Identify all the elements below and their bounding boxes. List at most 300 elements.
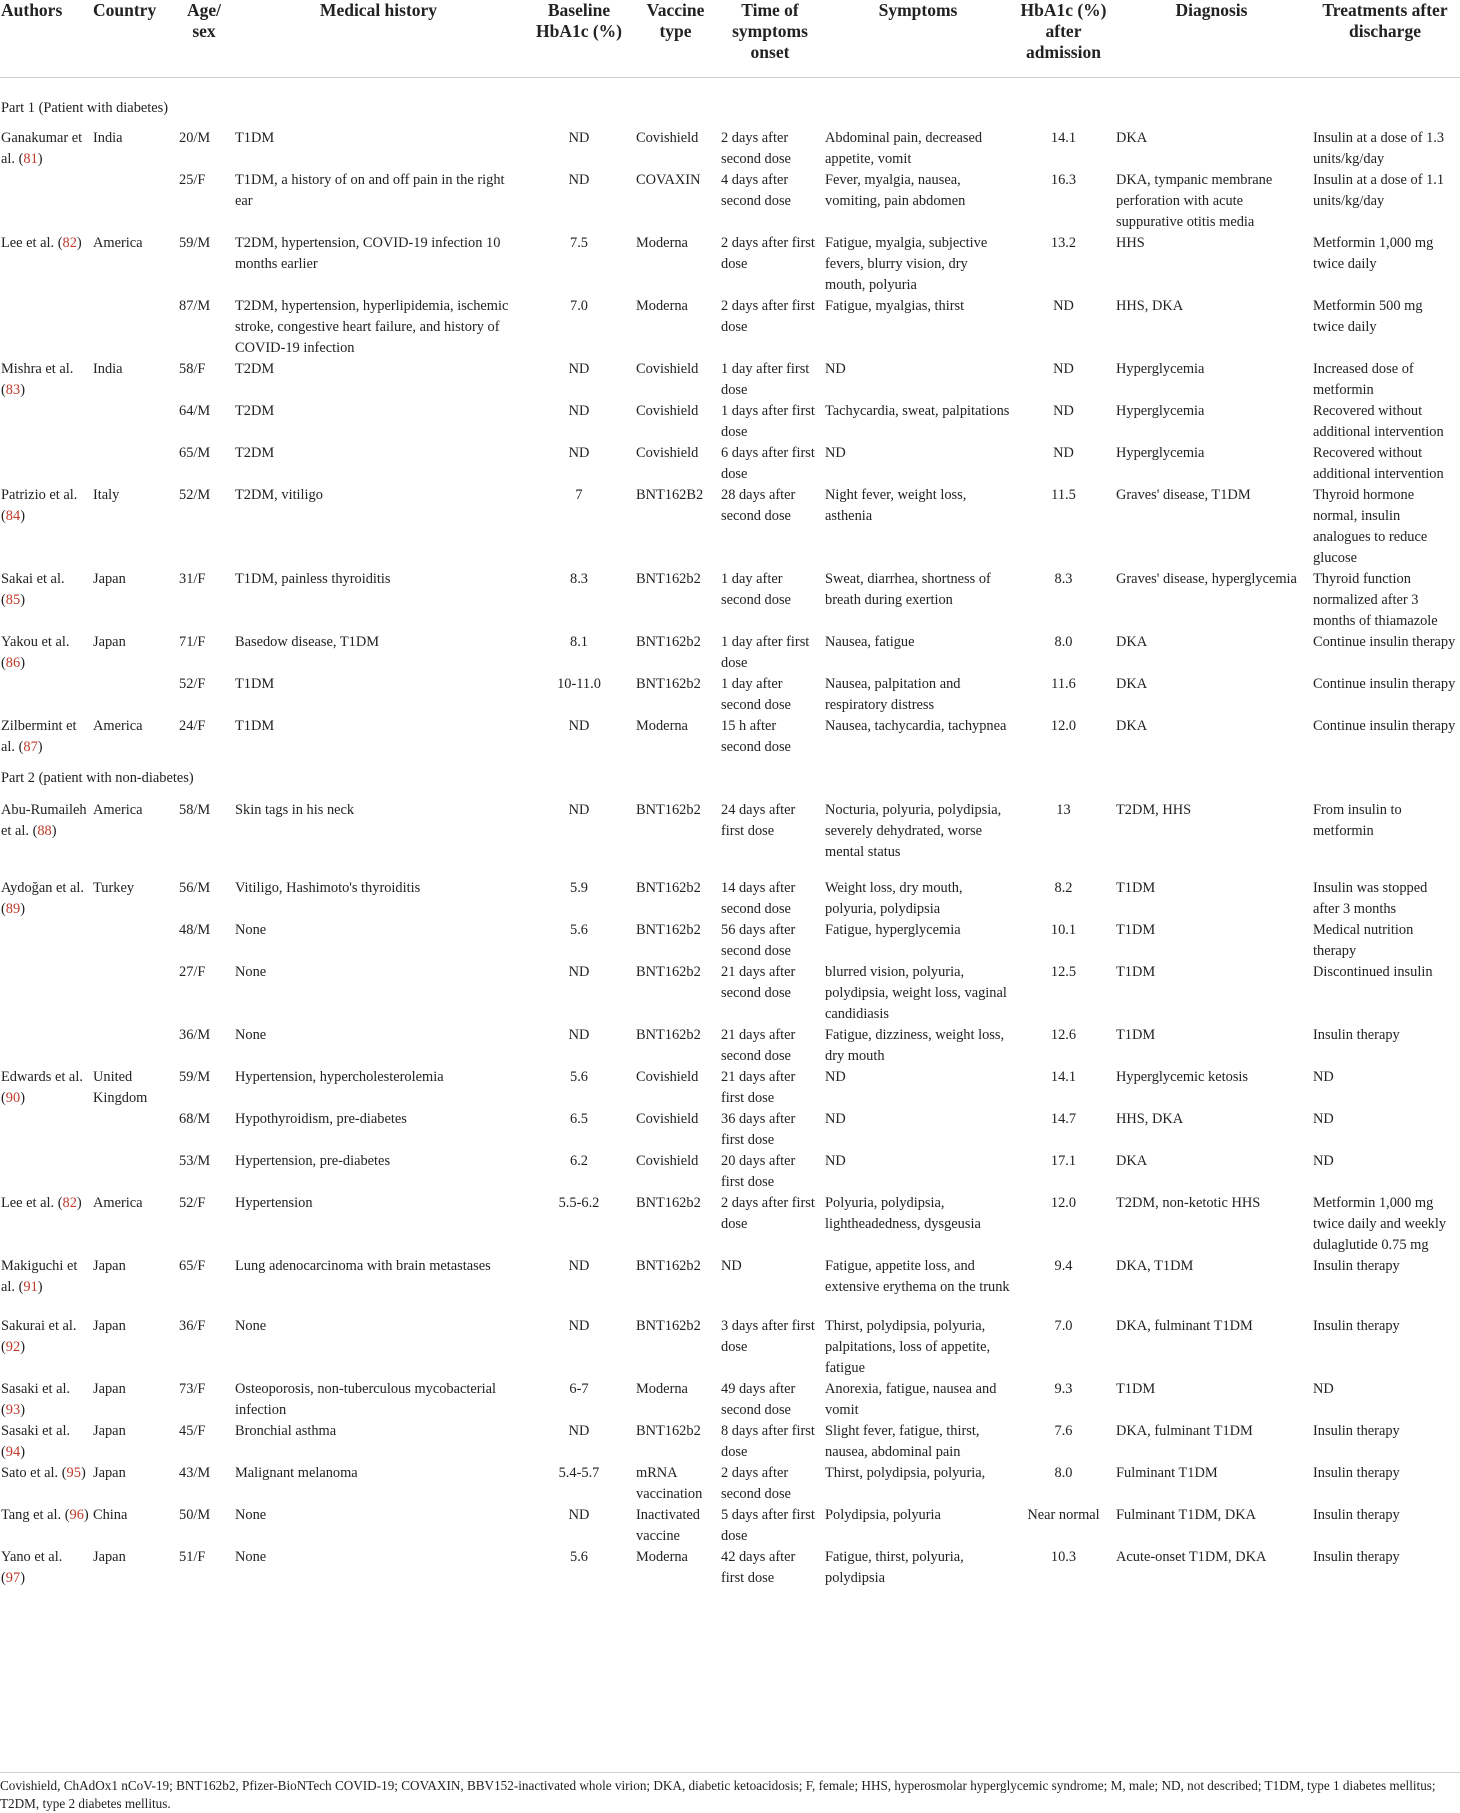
- table-row: [0, 170, 1460, 233]
- cell-baseline-hba1c: 5.6: [570, 921, 588, 938]
- cell-hba1c-after: 10.1: [1050, 921, 1077, 938]
- reference-link[interactable]: 88: [37, 822, 52, 839]
- cell-age-sex: 24/F: [179, 717, 206, 734]
- cell-onset: 28 days after second dose: [721, 486, 796, 524]
- author-name: Aydoğan et al. (: [1, 879, 84, 917]
- reference-link[interactable]: 82: [62, 1194, 77, 1211]
- cell-symptoms: Anorexia, fatigue, nausea and vomit: [825, 1380, 997, 1418]
- reference-link[interactable]: 82: [62, 234, 77, 251]
- cell-medical-history: Osteoporosis, non-tuberculous mycobacterial infection: [235, 1380, 496, 1418]
- author-name: Tang et al. (: [1, 1506, 70, 1523]
- cell-symptoms: Abdominal pain, decreased appetite, vomit: [825, 129, 983, 167]
- cell-baseline-hba1c: 5.6: [570, 1068, 588, 1085]
- cell-medical-history: T2DM, hypertension, hyperlipidemia, ischemic stroke, congestive heart failure, and history of COVID-19 infection: [235, 297, 509, 356]
- cell-baseline-hba1c: ND: [568, 801, 590, 818]
- cell-treatment: Insulin therapy: [1313, 1422, 1400, 1439]
- reference-link[interactable]: 90: [5, 1089, 21, 1106]
- cell-symptoms: Thirst, polydipsia, polyuria,: [825, 1464, 986, 1481]
- cell-onset: 2 days after first dose: [721, 234, 815, 272]
- cell-onset: 14 days after second dose: [721, 879, 796, 917]
- cell-vaccine-type: BNT162b2: [636, 963, 701, 980]
- cell-author: [0, 1463, 92, 1505]
- cell-age-sex: 58/M: [179, 801, 211, 818]
- cell-age-sex: 43/M: [179, 1464, 211, 1481]
- cell-treatment: Insulin was stopped after 3 months: [1313, 879, 1428, 917]
- cell-symptoms: Tachycardia, sweat, palpitations: [825, 402, 1010, 419]
- cell-onset: 56 days after second dose: [721, 921, 796, 959]
- cell-hba1c-after: 9.3: [1054, 1380, 1073, 1397]
- cell-age-sex: 51/F: [179, 1548, 206, 1565]
- reference-close: ): [80, 1464, 86, 1481]
- reference-link[interactable]: 93: [5, 1401, 21, 1418]
- cell-age-sex: 27/F: [179, 963, 206, 980]
- reference-link[interactable]: 84: [5, 507, 21, 524]
- cell-diagnosis: DKA, fulminant T1DM: [1116, 1422, 1253, 1439]
- cell-baseline-hba1c: ND: [568, 129, 590, 146]
- cell-vaccine-type: Covishield: [636, 1152, 699, 1169]
- cell-baseline-hba1c: ND: [568, 1506, 590, 1523]
- cell-hba1c-after: 16.3: [1050, 171, 1077, 188]
- cell-hba1c-after: 9.4: [1054, 1257, 1073, 1274]
- table-row: [0, 1379, 1460, 1421]
- cell-diagnosis: DKA: [1116, 633, 1148, 650]
- cell-hba1c-after: Near normal: [1027, 1506, 1100, 1523]
- cell-symptoms: Fatigue, hyperglycemia: [825, 921, 961, 938]
- header-symptoms: Symptoms: [822, 0, 1014, 77]
- cell-hba1c-after: 10.3: [1050, 1548, 1077, 1565]
- cell-hba1c-after: 17.1: [1050, 1152, 1077, 1169]
- table-row: [0, 401, 1460, 443]
- author-name: Sakai et al. (: [1, 570, 65, 608]
- cell-baseline-hba1c: ND: [568, 1026, 590, 1043]
- reference-close: ): [20, 507, 25, 524]
- cell-baseline-hba1c: 8.3: [570, 570, 588, 587]
- cell-author: [0, 128, 92, 170]
- cell-baseline-hba1c: 7.0: [570, 297, 588, 314]
- cell-medical-history: T1DM: [235, 675, 275, 692]
- cell-age-sex: 87/M: [179, 297, 211, 314]
- reference-link[interactable]: 95: [66, 1464, 81, 1481]
- cell-onset: ND: [721, 1257, 742, 1274]
- cell-country: Japan: [93, 1317, 126, 1334]
- cell-medical-history: None: [235, 1026, 267, 1043]
- cell-baseline-hba1c: ND: [568, 717, 590, 734]
- reference-link[interactable]: 81: [23, 150, 38, 167]
- table-row: [0, 716, 1460, 758]
- cell-baseline-hba1c: ND: [568, 444, 590, 461]
- cell-medical-history: Bronchial asthma: [235, 1422, 337, 1439]
- cell-age-sex: 73/F: [179, 1380, 206, 1397]
- cell-hba1c-after: 14.1: [1050, 129, 1077, 146]
- cell-hba1c-after: 12.5: [1050, 963, 1077, 980]
- cell-vaccine-type: Moderna: [636, 234, 688, 251]
- cell-treatment: Insulin at a dose of 1.3 units/kg/day: [1313, 129, 1445, 167]
- cell-hba1c-after: ND: [1053, 444, 1074, 461]
- reference-link[interactable]: 94: [5, 1443, 21, 1460]
- table-row: [0, 962, 1460, 1025]
- reference-link[interactable]: 91: [23, 1278, 38, 1295]
- cell-hba1c-after: 12.0: [1050, 1194, 1077, 1211]
- reference-link[interactable]: 86: [5, 654, 21, 671]
- cell-treatment: Insulin therapy: [1313, 1464, 1400, 1481]
- table-row: [0, 443, 1460, 485]
- cell-baseline-hba1c: ND: [568, 1317, 590, 1334]
- cell-symptoms: Nausea, tachycardia, tachypnea: [825, 717, 1007, 734]
- cell-diagnosis: Hyperglycemia: [1116, 402, 1205, 419]
- cell-baseline-hba1c: 5.5-6.2: [558, 1194, 600, 1211]
- cell-country: [92, 296, 176, 359]
- header-authors: Authors: [0, 0, 92, 77]
- cell-symptoms: Fatigue, appetite loss, and extensive erythema on the trunk: [825, 1257, 1010, 1295]
- cell-medical-history: T1DM, a history of on and off pain in the right ear: [235, 171, 505, 209]
- cell-diagnosis: DKA, fulminant T1DM: [1116, 1317, 1253, 1334]
- cell-symptoms: ND: [825, 1068, 846, 1085]
- cell-symptoms: ND: [825, 1152, 846, 1169]
- author-name: Lee et al. (: [1, 1194, 63, 1211]
- cell-author: [0, 1256, 92, 1316]
- cell-author: [0, 485, 92, 569]
- cell-symptoms: Fever, myalgia, nausea, vomiting, pain abdomen: [825, 171, 966, 209]
- cell-hba1c-after: 12.0: [1050, 717, 1077, 734]
- cell-author: [0, 632, 92, 674]
- cell-author: [0, 962, 92, 1025]
- reference-link[interactable]: 97: [5, 1569, 21, 1586]
- cell-vaccine-type: BNT162b2: [636, 1257, 701, 1274]
- table-body: [0, 77, 1460, 1589]
- cell-author: [0, 800, 92, 878]
- author-name: Patrizio et al. (: [1, 486, 78, 524]
- cell-author: [0, 1547, 92, 1589]
- cell-hba1c-after: 11.6: [1051, 675, 1076, 692]
- reference-close: ): [20, 900, 25, 917]
- header-medical-history: Medical history: [232, 0, 525, 77]
- cell-treatment: Insulin at a dose of 1.1 units/kg/day: [1313, 171, 1445, 209]
- cell-onset: 1 day after second dose: [721, 675, 791, 713]
- cell-diagnosis: T2DM, non-ketotic HHS: [1116, 1194, 1261, 1211]
- cell-age-sex: 36/F: [179, 1317, 206, 1334]
- table-row: [0, 233, 1460, 296]
- cell-diagnosis: Hyperglycemia: [1116, 360, 1205, 377]
- cell-diagnosis: DKA: [1116, 717, 1148, 734]
- cell-onset: 8 days after first dose: [721, 1422, 815, 1460]
- cell-symptoms: Polydipsia, polyuria: [825, 1506, 941, 1523]
- table-row: [0, 1025, 1460, 1067]
- cell-medical-history: None: [235, 1317, 267, 1334]
- cell-treatment: From insulin to metformin: [1313, 801, 1402, 839]
- author-name: Abu-Rumaileh et al. (: [1, 801, 87, 839]
- author-name: Zilbermint et al. (: [1, 717, 77, 755]
- cell-country: [92, 1151, 176, 1193]
- cell-author: [0, 1505, 92, 1547]
- cell-author: [0, 1067, 92, 1109]
- table-footnote: Covishield, ChAdOx1 nCoV-19; BNT162b2, Pfizer-BioNTech COVID-19; COVAXIN, BBV152-inactivated whole virion; DKA, diabetic ketoacidosis; F, female; HHS, hyperosmolar hyperglycemic syndrome; M, male; ND, not described; T1DM, type 1 diabetes mellitus; T2DM, type 2 diabetes mellitus.: [0, 1772, 1460, 1813]
- cell-vaccine-type: BNT162B2: [636, 486, 704, 503]
- cell-onset: 42 days after first dose: [721, 1548, 796, 1586]
- cell-diagnosis: T1DM: [1116, 1026, 1156, 1043]
- cell-country: Japan: [93, 570, 126, 587]
- cell-medical-history: T1DM, painless thyroiditis: [235, 570, 391, 587]
- reference-close: ): [20, 1443, 25, 1460]
- cell-hba1c-after: 13.2: [1050, 234, 1077, 251]
- cell-vaccine-type: BNT162b2: [636, 1422, 701, 1439]
- cell-symptoms: Nausea, palpitation and respiratory distress: [825, 675, 961, 713]
- cell-symptoms: Weight loss, dry mouth, polyuria, polydipsia: [825, 879, 963, 917]
- cell-baseline-hba1c: 8.1: [570, 633, 588, 650]
- reference-link[interactable]: 96: [69, 1506, 84, 1523]
- cell-baseline-hba1c: 7.5: [570, 234, 588, 251]
- cell-medical-history: Hypothyroidism, pre-diabetes: [235, 1110, 407, 1127]
- cell-treatment: ND: [1313, 1068, 1334, 1085]
- table-row: [0, 128, 1460, 170]
- cell-age-sex: 52/F: [179, 675, 206, 692]
- cell-treatment: Metformin 1,000 mg twice daily and weekly dulaglutide 0.75 mg: [1313, 1194, 1447, 1253]
- reference-close: ): [20, 654, 25, 671]
- cell-symptoms: Fatigue, myalgia, subjective fevers, blurry vision, dry mouth, polyuria: [825, 234, 988, 293]
- cell-author: [0, 1109, 92, 1151]
- cell-treatment: Medical nutrition therapy: [1313, 921, 1414, 959]
- cell-medical-history: Hypertension, pre-diabetes: [235, 1152, 391, 1169]
- cell-diagnosis: HHS, DKA: [1116, 1110, 1184, 1127]
- cell-medical-history: None: [235, 1506, 267, 1523]
- cell-medical-history: T2DM: [235, 444, 275, 461]
- table-row: [0, 1505, 1460, 1547]
- cell-symptoms: Nocturia, polyuria, polydipsia, severely dehydrated, worse mental status: [825, 801, 1002, 860]
- cell-country: America: [93, 801, 143, 818]
- cell-author: [0, 674, 92, 716]
- cell-diagnosis: HHS, DKA: [1116, 297, 1184, 314]
- cell-baseline-hba1c: ND: [568, 171, 590, 188]
- cell-onset: 1 day after first dose: [721, 633, 810, 671]
- reference-close: ): [20, 1401, 25, 1418]
- header-country: Country: [92, 0, 176, 77]
- cell-vaccine-type: Covishield: [636, 444, 699, 461]
- cell-symptoms: Fatigue, thirst, polyuria, polydipsia: [825, 1548, 964, 1586]
- cell-vaccine-type: BNT162b2: [636, 801, 701, 818]
- cell-medical-history: Skin tags in his neck: [235, 801, 355, 818]
- cell-hba1c-after: 8.3: [1054, 570, 1073, 587]
- cell-diagnosis: Acute-onset T1DM, DKA: [1116, 1548, 1267, 1565]
- reference-close: ): [20, 381, 25, 398]
- cell-vaccine-type: Moderna: [636, 1380, 688, 1397]
- table-row: [0, 1547, 1460, 1589]
- reference-close: ): [37, 150, 43, 167]
- cell-treatment: Metformin 1,000 mg twice daily: [1313, 234, 1434, 272]
- header-treatments: Treatments after discharge: [1310, 0, 1460, 77]
- cell-vaccine-type: Inactivated vaccine: [636, 1506, 700, 1544]
- cell-treatment: Continue insulin therapy: [1313, 717, 1456, 734]
- reference-close: ): [51, 822, 57, 839]
- cell-country: America: [93, 1194, 143, 1211]
- cell-author: [0, 233, 92, 296]
- cell-treatment: Recovered without additional intervention: [1313, 402, 1444, 440]
- cell-age-sex: 20/M: [179, 129, 211, 146]
- reference-link[interactable]: 89: [5, 900, 21, 917]
- cell-author: [0, 716, 92, 758]
- cell-medical-history: T2DM: [235, 360, 275, 377]
- cell-hba1c-after: 13: [1056, 801, 1071, 818]
- cell-country: Japan: [93, 1548, 126, 1565]
- author-name: Makiguchi et al. (: [1, 1257, 78, 1295]
- cell-diagnosis: DKA: [1116, 1152, 1148, 1169]
- cell-onset: 3 days after first dose: [721, 1317, 815, 1355]
- reference-close: ): [83, 1506, 89, 1523]
- cell-medical-history: T1DM: [235, 129, 275, 146]
- cell-treatment: Insulin therapy: [1313, 1548, 1400, 1565]
- cell-vaccine-type: Covishield: [636, 360, 699, 377]
- cell-onset: 15 h after second dose: [721, 717, 791, 755]
- cell-age-sex: 68/M: [179, 1110, 211, 1127]
- cell-vaccine-type: Moderna: [636, 717, 688, 734]
- cell-country: Italy: [93, 486, 120, 503]
- cell-vaccine-type: BNT162b2: [636, 1317, 701, 1334]
- cell-onset: 21 days after first dose: [721, 1068, 796, 1106]
- cell-vaccine-type: BNT162b2: [636, 1026, 701, 1043]
- cell-vaccine-type: COVAXIN: [636, 171, 701, 188]
- table-row: [0, 1151, 1460, 1193]
- cell-age-sex: 52/F: [179, 1194, 206, 1211]
- reference-link[interactable]: 85: [5, 591, 21, 608]
- reference-link[interactable]: 83: [5, 381, 21, 398]
- cell-onset: 4 days after second dose: [721, 171, 791, 209]
- cell-symptoms: ND: [825, 360, 846, 377]
- cell-diagnosis: Fulminant T1DM: [1116, 1464, 1218, 1481]
- cell-age-sex: 52/M: [179, 486, 211, 503]
- cell-medical-history: Basedow disease, T1DM: [235, 633, 380, 650]
- cell-medical-history: T2DM, hypertension, COVID-19 infection 10 months earlier: [235, 234, 501, 272]
- header-vaccine-type: Vaccine type: [633, 0, 718, 77]
- cell-baseline-hba1c: 5.9: [570, 879, 588, 896]
- cell-author: [0, 878, 92, 920]
- cell-age-sex: 64/M: [179, 402, 211, 419]
- cell-country: [92, 401, 176, 443]
- cell-country: [92, 962, 176, 1025]
- cell-hba1c-after: 7.6: [1054, 1422, 1073, 1439]
- cell-age-sex: 59/M: [179, 1068, 211, 1085]
- cell-author: [0, 359, 92, 401]
- header-baseline-hba1c: Baseline HbA1c (%): [525, 0, 633, 77]
- reference-link[interactable]: 92: [5, 1338, 21, 1355]
- cell-hba1c-after: ND: [1053, 402, 1074, 419]
- cell-baseline-hba1c: ND: [568, 963, 590, 980]
- cell-author: [0, 1379, 92, 1421]
- cell-medical-history: T2DM: [235, 402, 275, 419]
- cell-author: [0, 1151, 92, 1193]
- cell-treatment: Insulin therapy: [1313, 1026, 1400, 1043]
- cell-onset: 36 days after first dose: [721, 1110, 796, 1148]
- cell-age-sex: 36/M: [179, 1026, 211, 1043]
- cell-baseline-hba1c: 7: [575, 486, 583, 503]
- cell-diagnosis: Graves' disease, hyperglycemia: [1116, 570, 1297, 587]
- cell-diagnosis: DKA, tympanic membrane perforation with acute suppurative otitis media: [1116, 171, 1273, 230]
- table-row: [0, 1193, 1460, 1256]
- cell-baseline-hba1c: ND: [568, 402, 590, 419]
- table-row: [0, 1421, 1460, 1463]
- reference-link[interactable]: 87: [23, 738, 38, 755]
- cell-author: [0, 920, 92, 962]
- cell-author: [0, 1025, 92, 1067]
- cell-onset: 1 day after second dose: [721, 570, 791, 608]
- cell-medical-history: None: [235, 1548, 267, 1565]
- table-row: [0, 920, 1460, 962]
- cell-country: [92, 1109, 176, 1151]
- cell-symptoms: Fatigue, dizziness, weight loss, dry mouth: [825, 1026, 1005, 1064]
- cell-diagnosis: Fulminant T1DM, DKA: [1116, 1506, 1257, 1523]
- reference-close: ): [76, 1194, 82, 1211]
- cell-age-sex: 65/F: [179, 1257, 206, 1274]
- cell-treatment: Increased dose of metformin: [1313, 360, 1414, 398]
- cell-baseline-hba1c: 10-11.0: [557, 675, 601, 692]
- cell-age-sex: 53/M: [179, 1152, 211, 1169]
- cell-author: [0, 569, 92, 632]
- table-row: [0, 800, 1460, 878]
- cell-country: [92, 170, 176, 233]
- cell-symptoms: blurred vision, polyuria, polydipsia, weight loss, vaginal candidiasis: [825, 963, 1007, 1022]
- cell-diagnosis: DKA: [1116, 129, 1148, 146]
- cell-medical-history: None: [235, 921, 267, 938]
- reference-close: ): [37, 1278, 43, 1295]
- cell-onset: 5 days after first dose: [721, 1506, 815, 1544]
- table-row: [0, 1067, 1460, 1109]
- cell-treatment: Recovered without additional intervention: [1313, 444, 1444, 482]
- cell-vaccine-type: BNT162b2: [636, 879, 701, 896]
- author-name: Edwards et al. (: [1, 1068, 83, 1106]
- table-row: [0, 632, 1460, 674]
- cell-age-sex: 56/M: [179, 879, 211, 896]
- cell-baseline-hba1c: ND: [568, 1422, 590, 1439]
- author-name: Sakurai et al. (: [1, 1317, 77, 1355]
- cell-treatment: Thyroid function normalized after 3 months of thiamazole: [1313, 570, 1438, 629]
- cell-country: Japan: [93, 1257, 126, 1274]
- cell-baseline-hba1c: 6.5: [570, 1110, 588, 1127]
- cell-age-sex: 65/M: [179, 444, 211, 461]
- cell-treatment: Thyroid hormone normal, insulin analogues to reduce glucose: [1313, 486, 1428, 566]
- cell-country: [92, 920, 176, 962]
- cell-symptoms: Thirst, polydipsia, polyuria, palpitations, loss of appetite, fatigue: [825, 1317, 991, 1376]
- author-name: Ganakumar et al. (: [1, 129, 83, 167]
- cell-diagnosis: Hyperglycemic ketosis: [1116, 1068, 1249, 1085]
- section-row: [0, 758, 1460, 800]
- header-onset: Time of symptoms onset: [718, 0, 822, 77]
- cell-symptoms: Polyuria, polydipsia, lightheadedness, dysgeusia: [825, 1194, 981, 1232]
- reference-close: ): [20, 1569, 25, 1586]
- cell-treatment: Metformin 500 mg twice daily: [1313, 297, 1423, 335]
- cell-baseline-hba1c: 6.2: [570, 1152, 588, 1169]
- cell-age-sex: 71/F: [179, 633, 206, 650]
- cell-symptoms: Night fever, weight loss, asthenia: [825, 486, 967, 524]
- cell-onset: 1 days after first dose: [721, 402, 815, 440]
- cell-author: [0, 1316, 92, 1379]
- reference-close: ): [37, 738, 43, 755]
- cell-age-sex: 45/F: [179, 1422, 206, 1439]
- header-hba1c-after: HbA1c (%) after admission: [1014, 0, 1113, 77]
- cell-baseline-hba1c: ND: [568, 1257, 590, 1274]
- cell-vaccine-type: mRNA vaccination: [636, 1464, 703, 1502]
- cell-age-sex: 25/F: [179, 171, 206, 188]
- cell-baseline-hba1c: 5.6: [570, 1548, 588, 1565]
- cell-country: Turkey: [93, 879, 135, 896]
- cell-onset: 2 days after first dose: [721, 297, 815, 335]
- table-row: [0, 296, 1460, 359]
- table-row: [0, 1463, 1460, 1505]
- header-diagnosis: Diagnosis: [1113, 0, 1310, 77]
- cell-medical-history: T2DM, vitiligo: [235, 486, 323, 503]
- cell-country: [92, 674, 176, 716]
- reference-close: ): [20, 1338, 25, 1355]
- cell-country: United Kingdom: [93, 1068, 148, 1106]
- cell-author: [0, 1193, 92, 1256]
- cell-treatment: ND: [1313, 1380, 1334, 1397]
- cell-treatment: ND: [1313, 1110, 1334, 1127]
